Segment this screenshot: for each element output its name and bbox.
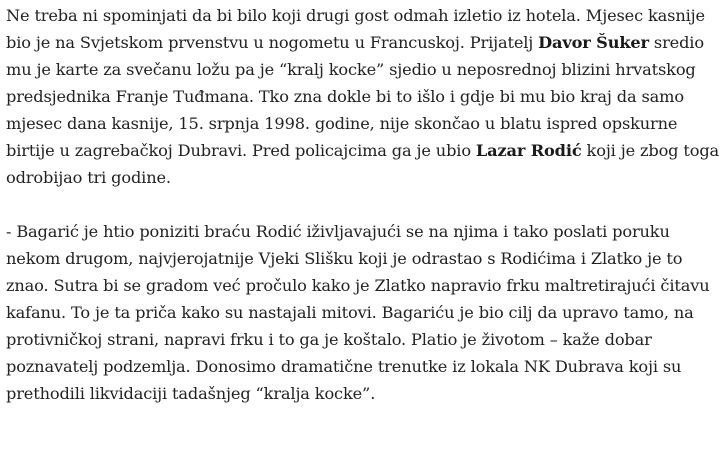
- paragraph-2: [6, 218, 710, 407]
- text-line: - Bagarić je htio poniziti braću Rodić iživljavajući se na njima i tako poslati poruku: [6, 222, 670, 241]
- text-span: sredio: [648, 33, 704, 52]
- text-line: mu je karte za svečanu ložu pa je “kralj kocke” sjedio u neposrednoj blizini hrvatskog: [6, 60, 696, 79]
- text-line: nekom drugom, najvjerojatnije Vjeki Slišku koji je odrastao s Rodićima i Zlatko je to: [6, 249, 683, 268]
- paragraph-1: [6, 2, 719, 191]
- text-line: mjesec dana kasnije, 15. srpnja 1998. godine, nije skončao u blatu ispred opskurne: [6, 114, 678, 133]
- text-line: prethodili likvidaciji tadašnjeg “kralja kocke”.: [6, 384, 376, 403]
- text-line: [6, 137, 719, 164]
- text-line: predsjednika Franje Tuđmana. Tko zna dokle bi to išlo i gdje bi mu bio kraj da samo: [6, 87, 684, 106]
- text-line: odrobijao tri godine.: [6, 168, 171, 187]
- person-name-davor-suker: Davor Šuker: [538, 33, 649, 52]
- text-line: protivničkoj strani, napravi frku i to ga je koštalo. Platio je životom – kaže dobar: [6, 330, 652, 349]
- text-line: [6, 29, 704, 56]
- text-line: kafanu. To je ta priča kako su nastajali mitovi. Bagariću je bio cilj da upravo tamo, na: [6, 303, 694, 322]
- person-name-lazar-rodic: Lazar Rodić: [475, 141, 582, 160]
- text-line: Ne treba ni spominjati da bi bilo koji drugi gost odmah izletio iz hotela. Mjesec kasnije: [6, 6, 705, 25]
- text-span: bio je na Svjetskom prvenstvu u nogometu u Francuskoj. Prijatelj: [6, 33, 539, 52]
- text-span: birtije u zagrebačkoj Dubravi. Pred policajcima ga je ubio: [6, 141, 476, 160]
- text-line: znao. Sutra bi se gradom već pročulo kako je Zlatko napravio frku maltretirajući čitavu: [6, 276, 710, 295]
- text-span: koji je zbog toga: [581, 141, 719, 160]
- text-line: poznavatelj podzemlja. Donosimo dramatične trenutke iz lokala NK Dubrava koji su: [6, 357, 682, 376]
